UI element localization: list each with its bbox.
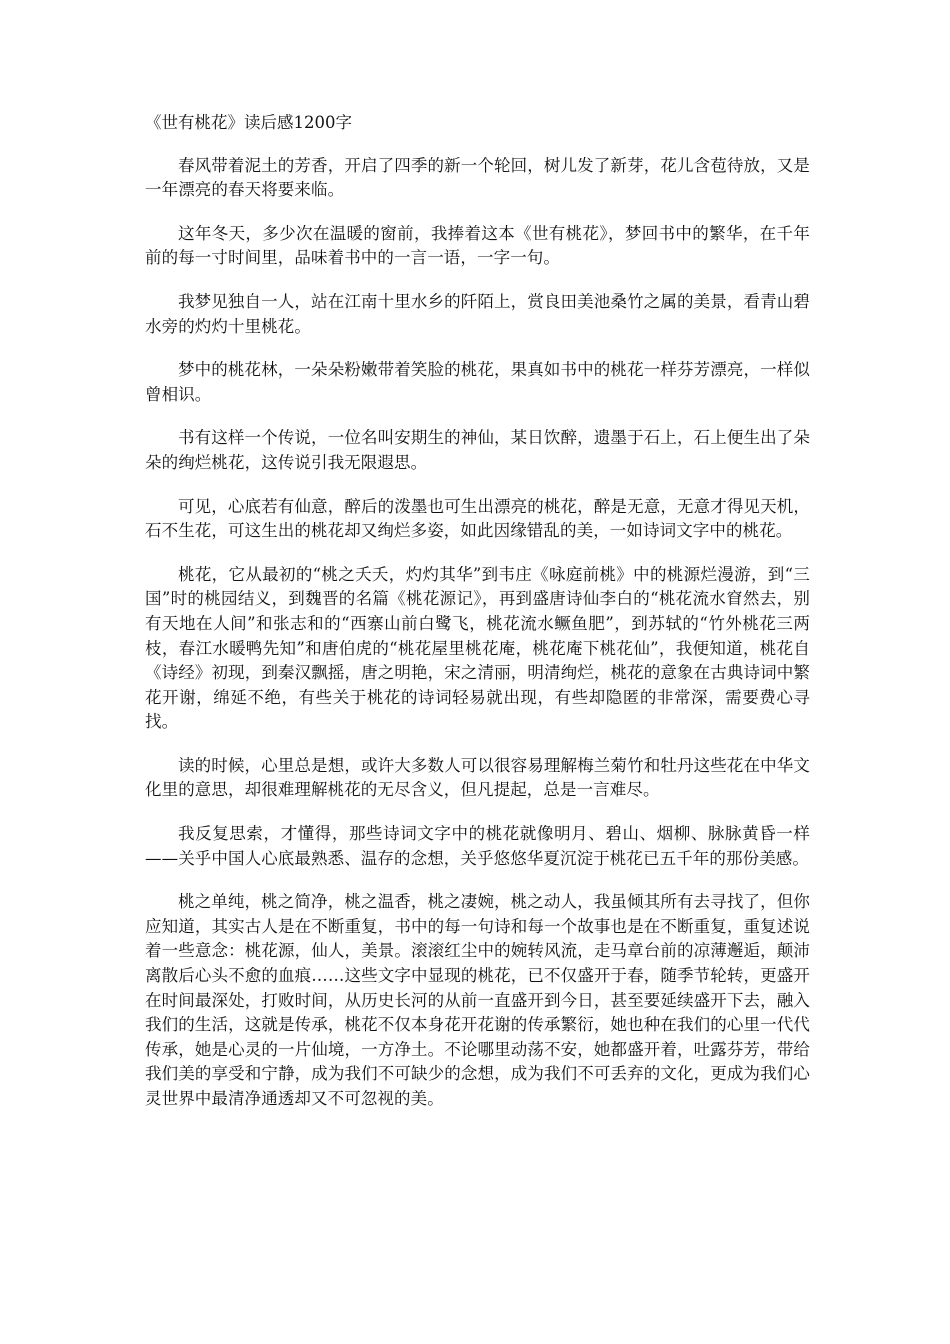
paragraph: 可见，心底若有仙意，醉后的泼墨也可生出漂亮的桃花，醉是无意，无意才得见天机，石不生花，可这生出的桃花却又绚烂多姿，如此因缘错乱的美，一如诗词文字中的桃花。 xyxy=(145,496,810,541)
paragraph: 书有这样一个传说，一位名叫安期生的神仙，某日饮醉，遗墨于石上，石上便生出了朵朵的绚烂桃花，这传说引我无限遐思。 xyxy=(145,428,810,472)
document-page xyxy=(145,111,810,1131)
paragraph: 梦中的桃花林，一朵朵粉嫩带着笑脸的桃花，果真如书中的桃花一样芬芳漂亮，一样似曾相识。 xyxy=(145,360,810,404)
paragraph: 读的时候，心里总是想，或许大多数人可以很容易理解梅兰菊竹和牡丹这些花在中华文化里的意思，却很难理解桃花的无尽含义，但凡提起，总是一言难尽。 xyxy=(145,755,810,800)
paragraph: 桃之单纯，桃之简净，桃之温香，桃之凄婉，桃之动人，我虽倾其所有去寻找了，但你应知道，其实古人是在不断重复，书中的每一句诗和每一个故事也是在不断重复，重复述说着一些意念：桃花源，仙人，美景。滚滚红尘中的婉转风流，走马章台前的凉薄邂逅，颠沛离散后心头不愈的血痕……这些文字中显现的桃花，已不仅盛开于春，随季节轮转，更盛开在时间最深处，打败时间，从历史长河的从前一直盛开到今日，甚至要延续盛开下去，融入我们的生活，这就是传承，桃花不仅本身花开花谢的传承繁衍，她也种在我们的心里一代代传承，她是心灵的一片仙境，一方净土。不论哪里动荡不安，她都盛开着，吐露芬芳，带给我们美的享受和宁静，成为我们不可缺少的念想，成为我们不可丢弃的文化，更成为我们心灵世界中最清净通透却又不可忽视的美。 xyxy=(145,892,810,1108)
paragraph: 这年冬天，多少次在温暖的窗前，我捧着这本《世有桃花》，梦回书中的繁华，在千年前的每一寸时间里，品味着书中的一言一语，一字一句。 xyxy=(145,223,810,268)
paragraph: 桃花，它从最初的“桃之夭夭，灼灼其华”到韦庄《咏庭前桃》中的桃源烂漫游，到“三国”时的桃园结义，到魏晋的名篇《桃花源记》，再到盛唐诗仙李白的“桃花流水窅然去，别有天地在人间”和张志和的“西寨山前白鹭飞，桃花流水鳜鱼肥”，到苏轼的“竹外桃花三两枝，春江水暖鸭先知”和唐伯虎的“桃花屋里桃花庵，桃花庵下桃花仙”，我便知道，桃花自《诗经》初现，到秦汉飘摇，唐之明艳，宋之清丽，明清绚烂，桃花的意象在古典诗词中繁花开谢，绵延不绝，有些关于桃花的诗词轻易就出现，有些却隐匿的非常深，需要费心寻找。 xyxy=(145,564,810,732)
paragraph: 我反复思索，才懂得，那些诗词文字中的桃花就像明月、碧山、烟柳、脉脉黄昏一样——关乎中国人心底最熟悉、温存的念想，关乎悠悠华夏沉淀于桃花已五千年的那份美感。 xyxy=(145,824,810,868)
document-title: 《世有桃花》读后感1200字 xyxy=(145,113,352,132)
paragraph: 春风带着泥土的芳香，开启了四季的新一个轮回，树儿发了新芽，花儿含苞待放，又是一年漂亮的春天将要来临。 xyxy=(145,155,810,200)
paragraph: 我梦见独自一人，站在江南十里水乡的阡陌上，赏良田美池桑竹之属的美景，看青山碧水旁的灼灼十里桃花。 xyxy=(145,291,810,336)
